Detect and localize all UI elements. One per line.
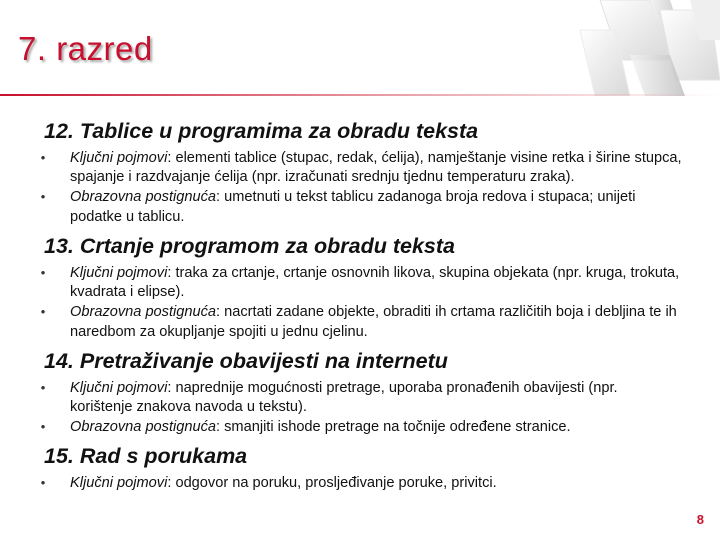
section-13 (40, 233, 684, 342)
bullet-item (40, 303, 684, 342)
section-heading: 15. Rad s porukama (44, 444, 248, 469)
section-heading: 14. Pretraživanje obavijesti na internetu (44, 348, 448, 373)
bullet-item (40, 149, 684, 188)
bullet-list (40, 149, 684, 227)
slide-content (40, 118, 684, 500)
bullet-term: Ključni pojmovi (70, 264, 168, 281)
bullet-term: Ključni pojmovi (70, 379, 168, 396)
bullet-item (40, 474, 684, 493)
bullet-icon: • (40, 475, 46, 491)
bullet-text: : nacrtati zadane objekte, obraditi ih crtama različitih boja i debljina te ih naredbom za okupljanje spojiti u jednu cjelinu. (70, 304, 677, 340)
bullet-text: : naprednije mogućnosti pretrage, uporaba pronađenih obavijesti (npr. korištenje znakova navoda u tekstu). (70, 379, 618, 415)
bullet-icon: • (40, 264, 46, 280)
bullet-text: : umetnuti u tekst tablicu zadanoga broja redova i stupaca; unijeti podatke u tablicu. (70, 189, 636, 225)
bullet-item (40, 188, 684, 227)
bullet-icon: • (40, 189, 46, 205)
bullet-list (40, 379, 684, 438)
decorative-blocks-graphic (560, 0, 720, 96)
bullet-term: Obrazovna postignuća (70, 189, 217, 206)
section-15 (40, 443, 684, 493)
bullet-text: : traka za crtanje, crtanje osnovnih likova, skupina objekata (npr. kruga, trokuta, kvadrata i elipse). (70, 264, 680, 300)
page-number: 8 (696, 512, 704, 527)
bullet-item (40, 418, 684, 437)
bullet-term: Obrazovna postignuća (70, 419, 217, 436)
bullet-text: : elementi tablice (stupac, redak, ćelija), namještanje visine retka i širine stupca, spajanje i razdvajanje ćelija (npr. izračunati srednju tjednu temperaturu zraka). (70, 149, 682, 186)
bullet-icon: • (40, 304, 46, 320)
section-heading: 12. Tablice u programima za obradu teksta (44, 119, 479, 143)
bullet-text: : smanjiti ishode pretrage na točnije određene stranice. (216, 419, 571, 436)
bullet-term: Obrazovna postignuća (70, 304, 217, 321)
bullet-item (40, 264, 684, 303)
slide-title: 7. razred (18, 30, 153, 67)
bullet-item (40, 379, 684, 418)
bullet-text: : odgovor na poruku, prosljeđivanje poruke, privitci. (167, 475, 497, 492)
bullet-icon: • (40, 379, 46, 395)
section-12 (40, 118, 684, 227)
title-divider (0, 94, 720, 96)
bullet-icon: • (40, 149, 46, 165)
bullet-icon: • (40, 419, 46, 435)
bullet-term: Ključni pojmovi (70, 475, 168, 492)
bullet-list (40, 264, 684, 342)
section-14 (40, 348, 684, 438)
bullet-list (40, 474, 684, 493)
bullet-term: Ključni pojmovi (70, 149, 168, 166)
section-heading: 13. Crtanje programom za obradu teksta (44, 233, 455, 258)
